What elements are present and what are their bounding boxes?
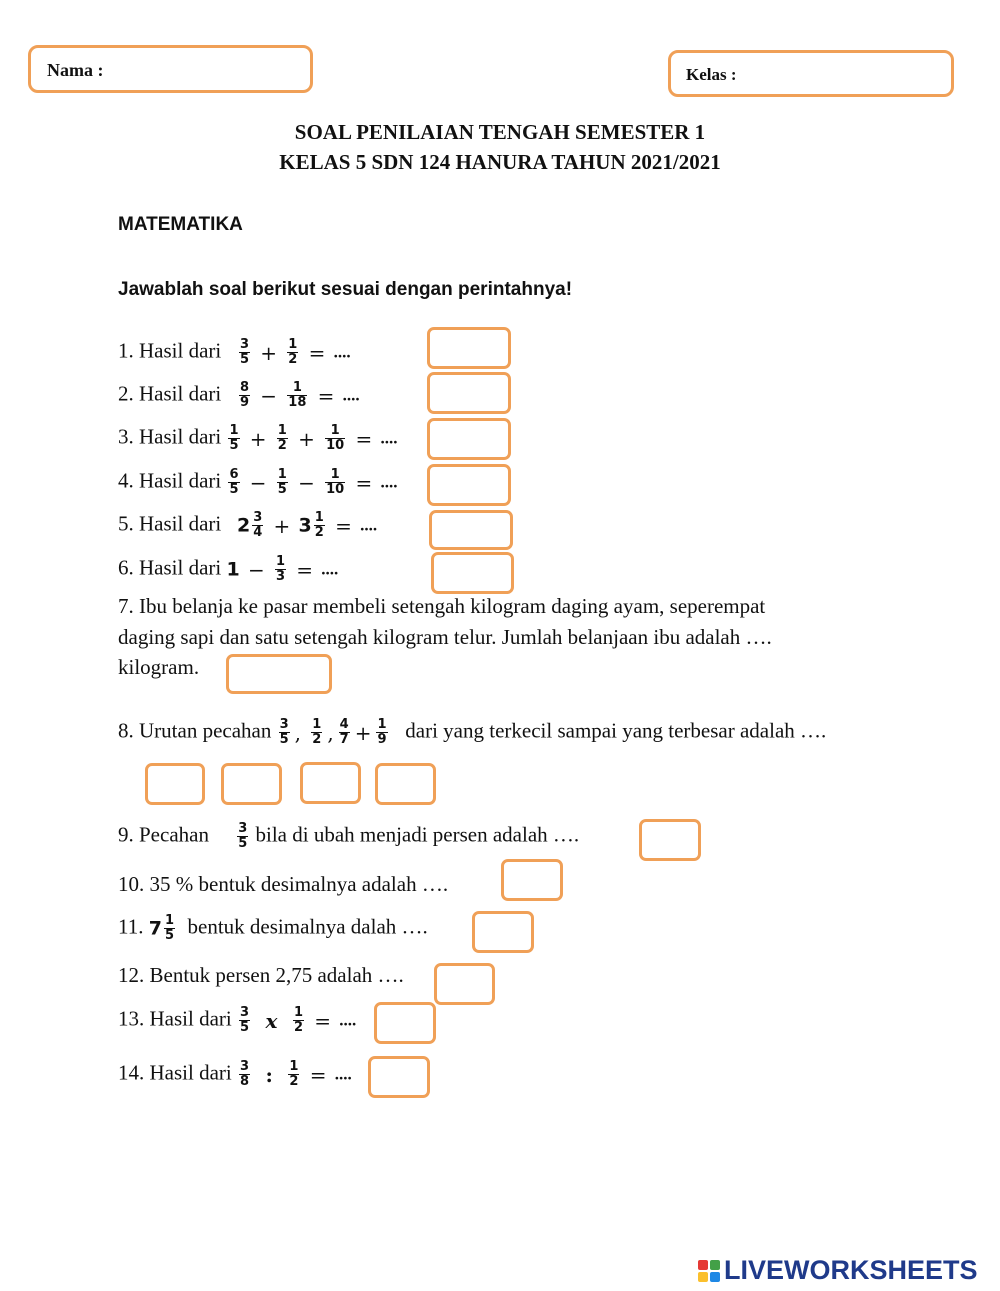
logo-block [710,1272,720,1282]
question-14: 14. Hasil dari $\frac{3}{8}$ : $\frac{1}{2}$ = .... [118,1059,352,1090]
fraction: $\frac{3}{8}$ [239,1059,250,1090]
answer-box-12[interactable] [434,963,495,1005]
fraction: $\frac{1}{18}$ [288,380,307,411]
answer-box-10[interactable] [501,859,563,901]
answer-box-6[interactable] [431,552,514,594]
answer-box-7[interactable] [226,654,332,694]
answer-box-11[interactable] [472,911,534,953]
fraction: $\frac{6}{5}$ [229,467,239,498]
question-7-line3: kilogram. [118,655,200,679]
fraction: $\frac{1}{3}$ [275,554,286,585]
fraction: $\frac{1}{5}$ [164,913,175,944]
fraction: $\frac{1}{2}$ [289,1059,299,1090]
answer-box-3[interactable] [427,418,511,460]
question-3: 3. Hasil dari $\frac{1}{5}$ + $\frac{1}{2}$ + $\frac{1}{10}$ = .... [118,423,398,454]
answer-box-14[interactable] [368,1056,430,1098]
question-6: 6. Hasil dari 1 − $\frac{1}{3}$ = .... [118,554,339,585]
fraction: $\frac{1}{2}$ [314,510,324,541]
answer-box-4[interactable] [427,464,511,506]
fraction: $\frac{1}{2}$ [288,337,298,368]
question-1: 1. Hasil dari $\frac{3}{5}$ + $\frac{1}{2}$ = .... [118,337,351,368]
question-13: 13. Hasil dari $\frac{3}{5}$ x $\frac{1}{2}$ = .... [118,1005,357,1036]
logo-block [698,1260,708,1270]
question-2: 2. Hasil dari $\frac{8}{9}$ − $\frac{1}{18}$ = .... [118,380,360,411]
answer-box-5[interactable] [429,510,513,550]
fraction: $\frac{1}{2}$ [312,717,322,748]
fraction: $\frac{1}{9}$ [377,717,387,748]
nama-field[interactable] [28,45,313,93]
answer-box-1[interactable] [427,327,511,369]
answer-box-13[interactable] [374,1002,436,1044]
kelas-field[interactable] [668,50,954,97]
answer-box-2[interactable] [427,372,511,414]
logo-block [710,1260,720,1270]
page-title-line1: SOAL PENILAIAN TENGAH SEMESTER 1 [294,120,706,144]
question-7-line1: 7. Ibu belanja ke pasar membeli setengah kilogram daging ayam, seperempat [118,594,766,618]
answer-box-8d[interactable] [375,763,436,805]
fraction: $\frac{1}{2}$ [277,423,287,454]
fraction: $\frac{3}{5}$ [239,1005,250,1036]
fraction: $\frac{3}{5}$ [238,821,248,852]
question-10: 10. 35 % bentuk desimalnya adalah …. [118,872,449,896]
answer-box-8c[interactable] [300,762,361,804]
question-4: 4. Hasil dari $\frac{6}{5}$ − $\frac{1}{5}$ − $\frac{1}{10}$ = .... [118,467,398,498]
fraction: $\frac{8}{9}$ [239,380,250,411]
question-9: 9. Pecahan $\frac{3}{5}$ bila di ubah menjadi persen adalah …. [118,821,580,852]
logo-text: LIVEWORKSHEETS [724,1255,978,1285]
fraction: $\frac{1}{10}$ [326,423,345,454]
instruction-text: Jawablah soal berikut sesuai dengan perintahnya! [118,279,573,300]
fraction: $\frac{1}{10}$ [326,467,345,498]
fraction: $\frac{1}{2}$ [293,1005,304,1036]
fraction: $\frac{3}{4}$ [253,510,263,541]
page-title-line2: KELAS 5 SDN 124 HANURA TAHUN 2021/2021 [279,150,721,174]
liveworksheets-logo [698,1255,978,1286]
fraction: $\frac{3}{5}$ [239,337,250,368]
question-11: 11. 7 $\frac{1}{5}$ bentuk desimalnya dalah …. [118,913,428,944]
question-7-line2: daging sapi dan satu setengah kilogram telur. Jumlah belanjaan ibu adalah …. [118,625,772,649]
fraction: $\frac{3}{5}$ [279,717,289,748]
logo-blocks-icon [698,1260,720,1282]
subject-heading: MATEMATIKA [118,214,243,235]
fraction: $\frac{1}{5}$ [277,467,287,498]
question-8: 8. Urutan pecahan $\frac{3}{5}$ , $\frac{1}{2}$ , $\frac{4}{7}$ + $\frac{1}{9}$ dari yang terkecil sampai yang terbesar adalah …. [118,717,827,748]
question-5: 5. Hasil dari 2 $\frac{3}{4}$ + 3 $\frac{1}{2}$ = .... [118,510,378,541]
logo-block [698,1272,708,1282]
fraction: $\frac{4}{7}$ [339,717,349,748]
answer-box-8b[interactable] [221,763,282,805]
answer-box-8a[interactable] [145,763,205,805]
fraction: $\frac{1}{5}$ [229,423,239,454]
kelas-label: Kelas : [686,65,737,84]
nama-label: Nama : [47,60,104,80]
question-12: 12. Bentuk persen 2,75 adalah …. [118,963,404,987]
answer-box-9[interactable] [639,819,701,861]
